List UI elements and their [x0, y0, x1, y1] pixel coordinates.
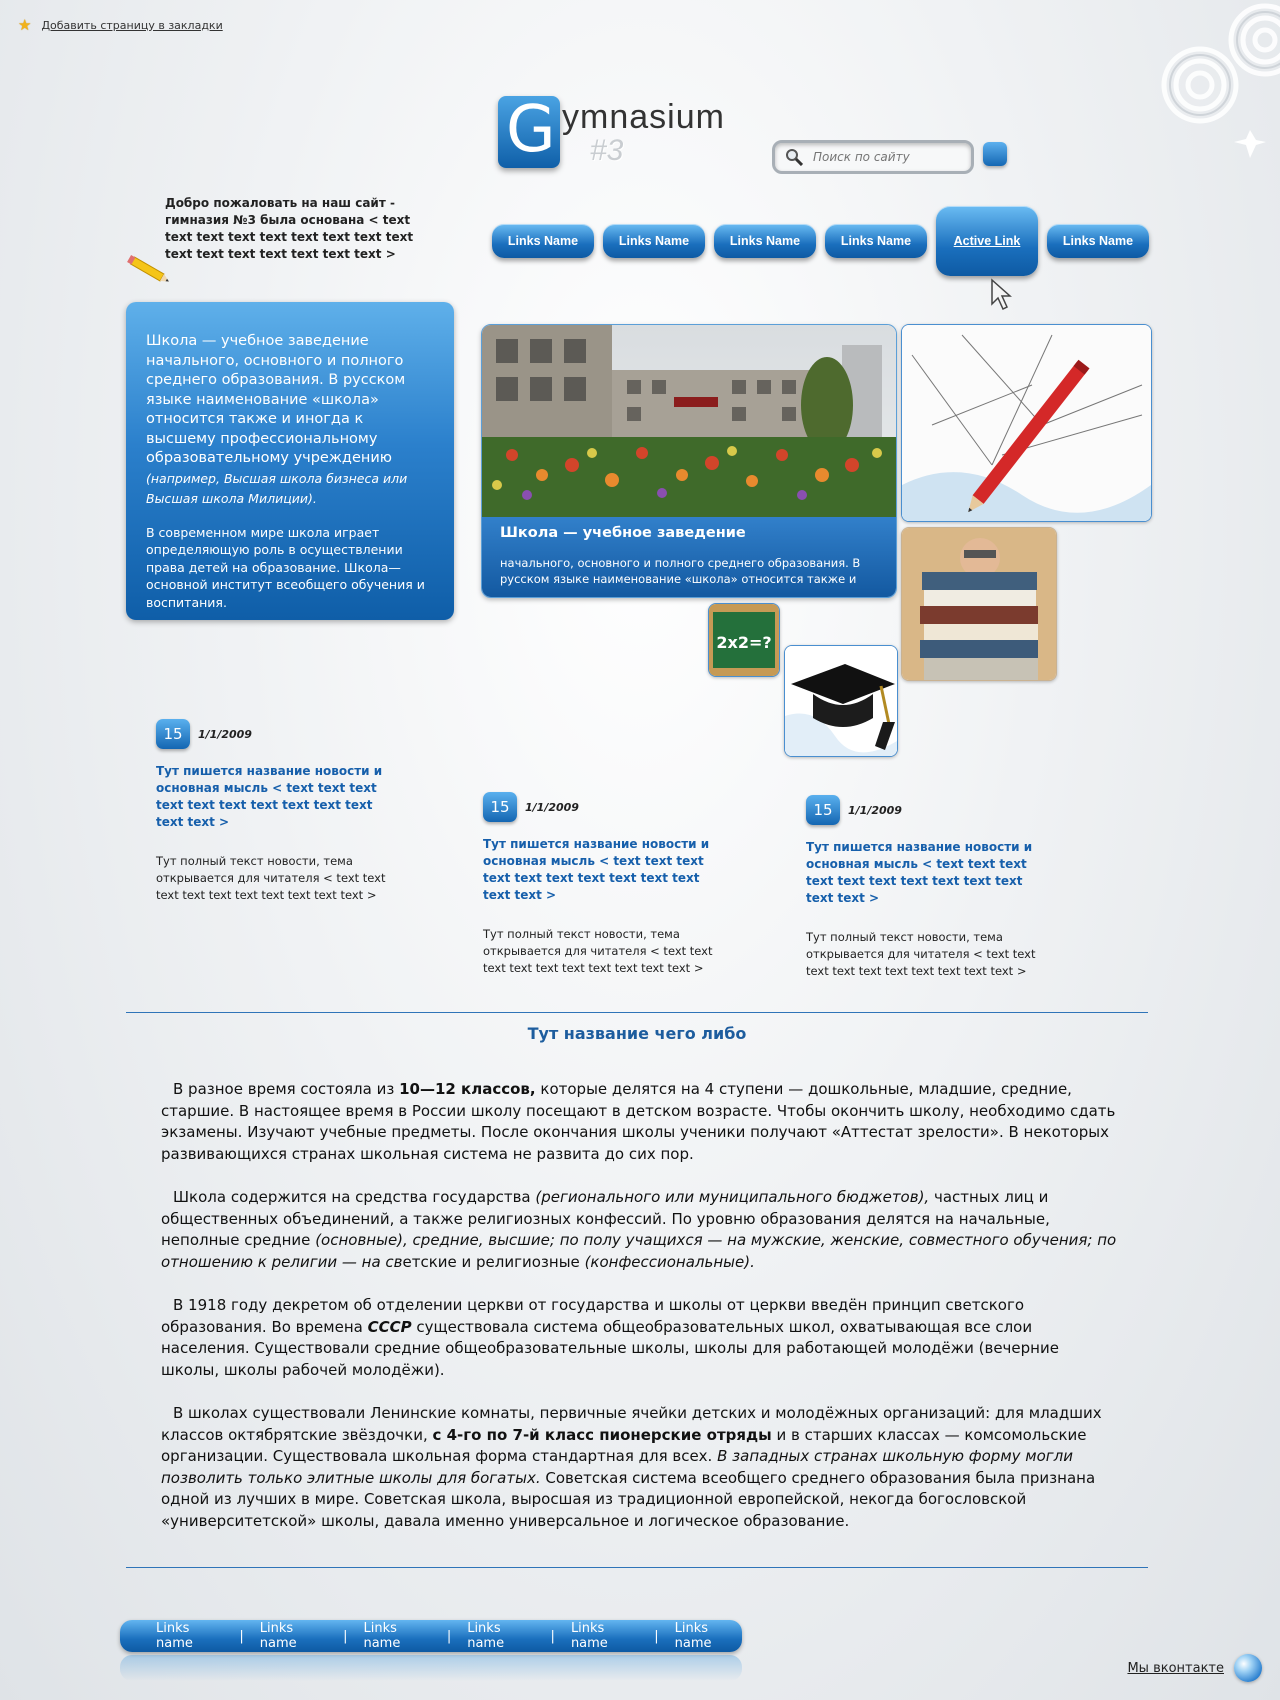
bookmark-bar [18, 16, 223, 34]
nav-item-3[interactable]: Links Name [714, 224, 816, 258]
footer-reflection [120, 1655, 742, 1681]
thumb-pencil-drawing[interactable] [901, 324, 1152, 522]
cursor-icon [990, 278, 1012, 312]
footer-link[interactable]: Links name [259, 1621, 297, 1651]
news-date: 1/1/2009 [848, 803, 902, 817]
footer-link[interactable]: Links name [467, 1621, 505, 1651]
article-paragraph-4: В школах существовали Ленинские комнаты, первичные ячейки детских и молодёжных организаций: для младших классов октябрятские звёздочки, с 4-го по 7-й класс пионерские отряды и в старших классах — комсомольские организации. Существовала школьная форма стандартная для всех. В западных странах школьную форму могли позволить только элитные школы для богатых. Советская система всеобщего среднего образования была признана одной из лучших в мире. Советская школа, выросшая из традиционной европейской, некогда богословской «университетской» школы, давала именно универсальное и логическое образование. [161, 1404, 1102, 1530]
main-nav [492, 224, 1149, 276]
search-button[interactable] [983, 142, 1007, 166]
footer-separator: | [654, 1628, 659, 1644]
footer-separator: | [239, 1628, 244, 1644]
nav-item-active[interactable]: Active Link [936, 206, 1038, 276]
news-title-link[interactable]: Тут пишется название новости и основная мысль < text text text text text text text text text text text text > [156, 764, 383, 829]
pencil-drawing-image [902, 325, 1151, 521]
news-text: Тут полный текст новости, тема открывается для читателя < text text text text text text text text text text > [156, 854, 386, 902]
graduation-cap-image [785, 646, 897, 756]
footer-nav [120, 1620, 742, 1652]
footer-separator: | [550, 1628, 555, 1644]
intro-lead-text: Школа — учебное заведение начального, основного и полного среднего образования. В русском языке наименование «школа» относится также и иногда к высшему профессиональному образовательному учреждению [146, 333, 406, 466]
intro-lead-italic: (например, Высшая школа бизнеса или Высшая школа Милиции). [146, 470, 408, 506]
thumb-graduation-cap[interactable] [784, 645, 898, 757]
news-day-badge: 15 [806, 795, 840, 825]
nav-item-6[interactable]: Links Name [1047, 224, 1149, 258]
article-paragraph-3: В 1918 году декретом об отделении церкви от государства и школы от церкви введён принцип светского образования. Во времена СССР существовала система общеобразовательных школ, охватывающая все слои населения. Существовали средние общеобразовательные школы, школы для работающей молодёжи (вечерние школы, школы рабочей молодёжи). [161, 1296, 1059, 1379]
search-box [772, 140, 974, 174]
pencil-icon [124, 255, 174, 285]
vk-link[interactable]: Мы вконтакте [1127, 1660, 1224, 1676]
nav-item-4[interactable]: Links Name [825, 224, 927, 258]
intro-lead [146, 332, 434, 510]
news-item [806, 795, 1051, 980]
logo-text: ymnasium [562, 98, 725, 136]
photo-caption [482, 517, 896, 597]
chalkboard-image [709, 604, 779, 676]
news-text: Тут полный текст новости, тема открывается для читателя < text text text text text text text text text text > [806, 930, 1036, 978]
footer-link[interactable]: Links name [674, 1621, 712, 1651]
logo-letter: G [506, 93, 556, 167]
logo-number: #3 [590, 134, 624, 167]
footer-separator: | [343, 1628, 348, 1644]
welcome-text: Добро пожаловать на наш сайт - гимназия №3 была основана < text text text text text text text text text text text text text text text text > [165, 196, 414, 261]
divider-bottom [126, 1567, 1148, 1568]
thumb-chalkboard[interactable] [708, 603, 780, 677]
footer-link[interactable]: Links name [570, 1621, 608, 1651]
news-date: 1/1/2009 [525, 800, 579, 814]
star-icon[interactable]: ★ [18, 16, 32, 34]
news-day-badge: 15 [156, 719, 190, 749]
search-input[interactable] [811, 149, 955, 165]
logo-emblem [498, 93, 560, 168]
news-title-link[interactable]: Тут пишется название новости и основная мысль < text text text text text text text text text text text text > [806, 840, 1033, 905]
article-paragraph-1: В разное время состояла из 10—12 классов, которые делятся на 4 ступени — дошкольные, младшие, средние, старшие. В настоящее время в России школу посещают в детском возрасте. Чтобы окончить школу, необходимо сдать экзамены. Изучают учебные предметы. После окончания школы ученики получают «Аттестат зрелости». В некоторых развивающихся странах школьная система не развита до сих пор. [161, 1080, 1116, 1163]
article-title: Тут название чего либо [527, 1024, 747, 1043]
photo-caption-title: Школа — учебное заведение [500, 525, 746, 541]
search-icon [785, 148, 803, 166]
site-logo[interactable] [498, 93, 725, 176]
bookmark-link[interactable]: Добавить страницу в закладки [41, 18, 223, 32]
footer-separator: | [446, 1628, 452, 1644]
intro-card [126, 302, 454, 620]
nav-item-1[interactable]: Links Name [492, 224, 594, 258]
nav-item-2[interactable]: Links Name [603, 224, 705, 258]
news-item [483, 792, 728, 977]
news-day-badge: 15 [483, 792, 517, 822]
decorative-circles [1110, 0, 1280, 170]
article-paragraph-2: Школа содержится на средства государства (регионального или муниципального бюджетов), частных лиц и общественных объединений, а также религиозных конфессий. По уровню образования делятся на начальные, неполные средние (основные), средние, высшие; по полу учащихся — на мужские, женские, совместного обучения; по отношению к религии — на светские и религиозные (конфессиональные). [161, 1188, 1117, 1271]
article-body [161, 1079, 1121, 1554]
thumb-books[interactable] [901, 527, 1057, 681]
divider-top [126, 1012, 1148, 1013]
school-photo-card[interactable] [481, 324, 897, 598]
chalkboard-text: 2x2=? [716, 633, 772, 652]
footer-link[interactable]: Links name [363, 1621, 401, 1651]
books-image [902, 528, 1056, 680]
vk-link-block [1127, 1654, 1262, 1682]
news-title-link[interactable]: Тут пишется название новости и основная мысль < text text text text text text text text text text text text > [483, 837, 710, 902]
intro-body: В современном мире школа играет определяющую роль в осуществлении права детей на образование. Школа— основной институт всеобщего обучения и воспитания. [146, 524, 425, 610]
news-text: Тут полный текст новости, тема открывается для читателя < text text text text text text text text text text > [483, 927, 713, 975]
globe-icon[interactable] [1234, 1654, 1262, 1682]
news-date: 1/1/2009 [198, 727, 252, 741]
footer-link[interactable]: Links name [156, 1621, 193, 1651]
news-item [156, 719, 401, 904]
photo-caption-text: начального, основного и полного среднего образования. В русском языке наименование «школа» относится также и [500, 556, 861, 586]
